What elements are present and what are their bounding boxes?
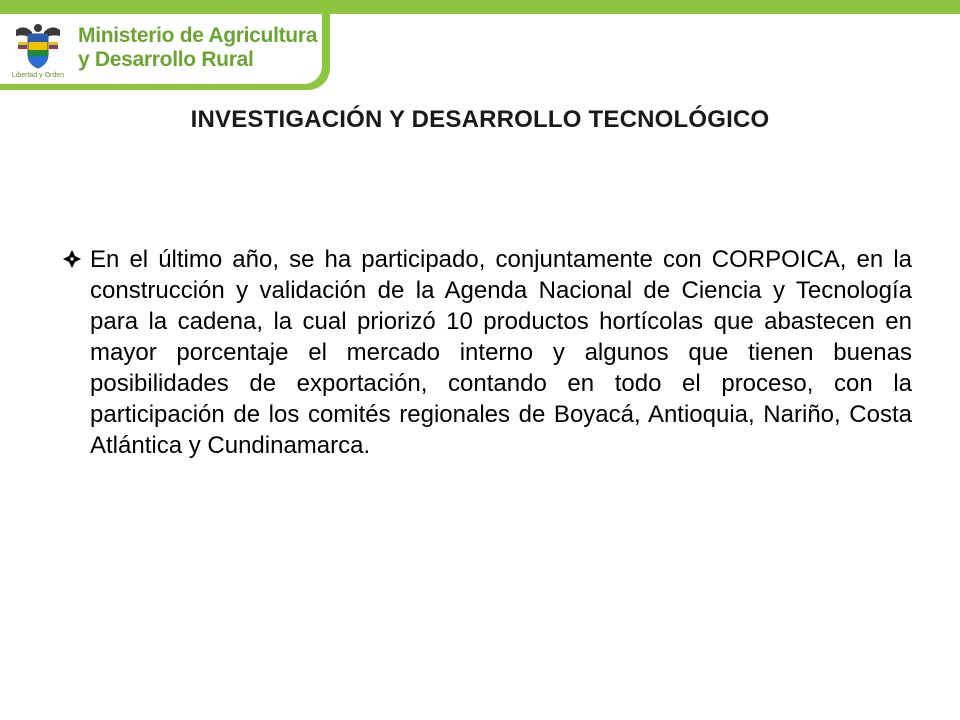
ministry-name-line1: Ministerio de Agricultura: [78, 24, 318, 47]
coat-of-arms-caption: Libertad y Orden: [11, 72, 65, 79]
ministry-logo-text: [78, 24, 317, 72]
colombia-coat-of-arms-icon: [12, 20, 64, 72]
ministry-name-line2: y Desarrollo Rural: [78, 48, 254, 71]
slide-title: INVESTIGACIÓN Y DESARROLLO TECNOLÓGICO: [190, 106, 770, 133]
bullet-text: En el último año, se ha participado, conjuntamente con CORPOICA, en la construcción y validación de la Agenda Nacional de Ciencia y Tecnología para la cadena, la cual priorizó 10 productos hortícolas que abastecen en mayor porcentaje el mercado interno y algunos que tienen buenas posibilidades de exportación, contando en todo el proceso, con la participación de los comités regionales de Boyacá, Antioquia, Nariño, Costa Atlántica y Cundinamarca.: [90, 246, 912, 459]
diamond-bullet-icon: [62, 249, 82, 269]
bullet-item: [62, 244, 912, 461]
